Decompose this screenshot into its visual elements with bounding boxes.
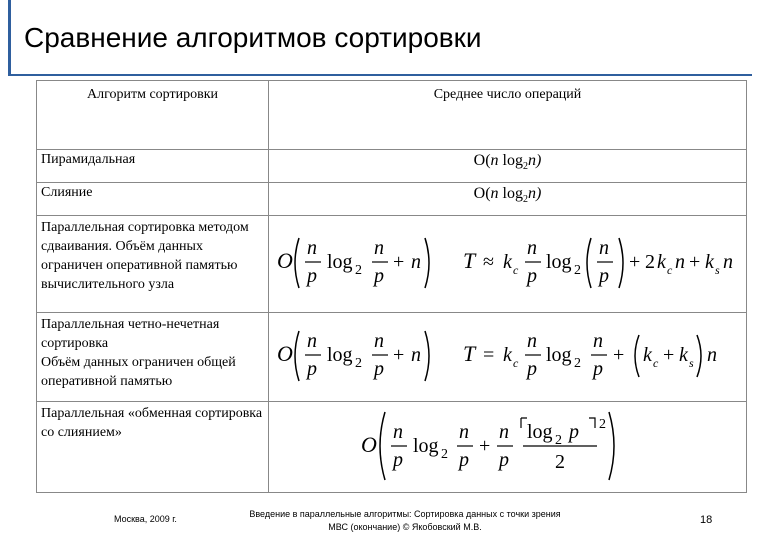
svg-text:n: n [723,251,733,273]
svg-text:=: = [483,344,495,366]
svg-text:p: p [527,358,537,380]
svg-text:n: n [527,237,537,259]
svg-text:2: 2 [645,251,655,273]
svg-text:p: p [599,265,609,287]
svg-text:2: 2 [355,263,362,278]
formula-odd-even [269,313,746,397]
svg-text:O: O [277,248,293,273]
svg-text:n: n [593,330,603,352]
svg-text:n: n [707,344,717,366]
svg-text:log: log [527,421,553,443]
svg-text:log: log [413,435,439,457]
svg-text:p: p [374,265,384,287]
svg-text:T: T [463,248,476,273]
svg-text:p: p [499,449,509,471]
header-operations: Среднее число операций [269,81,747,150]
svg-text:T: T [463,341,476,366]
svg-text:p: p [307,358,317,380]
svg-text:k: k [503,251,512,273]
svg-text:c: c [667,263,673,277]
svg-text:p: p [527,265,537,287]
algorithm-name-line2: Объём данных ограничен общей оперативной памятью [41,355,236,389]
complexity-formula [269,402,747,493]
svg-text:2: 2 [574,356,581,371]
comparison-table [36,80,747,493]
svg-text:+: + [479,435,491,457]
svg-text:2: 2 [574,263,581,278]
table-row [37,183,747,216]
svg-text:n: n [411,344,421,366]
svg-text:log: log [327,251,353,273]
svg-text:p: p [593,358,603,380]
svg-text:2: 2 [555,451,565,473]
svg-text:n: n [374,330,384,352]
algorithm-name [37,313,269,402]
svg-text:k: k [503,344,512,366]
svg-text:p: p [569,421,579,443]
svg-text:n: n [527,330,537,352]
svg-text:O: O [361,432,377,457]
svg-text:c: c [653,356,659,370]
algorithm-name-line1: Параллельная четно-нечетная сортировка [41,317,220,351]
formula-exchange-merge [269,402,746,488]
svg-text:k: k [705,251,714,273]
svg-text:log: log [327,344,353,366]
algorithm-name: Параллельная «обменная сортировка со слиянием» [37,402,269,493]
algorithm-name: Параллельная сортировка методом сдваивания. Объём данных ограничен оперативной памятью вычислительного узла [37,216,269,313]
svg-text:2: 2 [441,447,448,462]
table-header-row [37,81,747,150]
algorithm-name: Пирамидальная [37,150,269,183]
svg-text:c: c [513,356,519,370]
svg-text:p: p [393,449,403,471]
svg-text:p: p [374,358,384,380]
svg-text:+: + [393,344,405,366]
svg-text:2: 2 [355,356,362,371]
svg-text:2: 2 [555,433,562,448]
svg-text:n: n [599,237,609,259]
complexity-value: O(n $\log_2n$) [269,183,747,216]
svg-text:n: n [499,421,509,443]
svg-text:+: + [393,251,405,273]
svg-text:log: log [546,251,572,273]
svg-text:+: + [613,344,625,366]
svg-text:c: c [513,263,519,277]
accent-bar [8,0,11,76]
svg-text:n: n [307,237,317,259]
table-row [37,402,747,493]
svg-text:k: k [643,344,652,366]
table-row [37,216,747,313]
table-row [37,313,747,402]
svg-text:+: + [689,251,701,273]
svg-text:n: n [459,421,469,443]
svg-text:n: n [393,421,403,443]
svg-text:n: n [307,330,317,352]
svg-text:+: + [663,344,675,366]
complexity-value: O(n $\log_2n$) [269,150,747,183]
svg-text:log: log [546,344,572,366]
footer-course: Введение в параллельные алгоритмы: Сортировка данных с точки зрения МВС (окончание) © Якобовский М.В. [249,509,561,532]
svg-text:s: s [689,356,694,370]
formula-bitonic [269,216,746,308]
svg-text:k: k [679,344,688,366]
page-number: 18 [700,514,713,526]
complexity-formula [269,313,747,402]
svg-text:n: n [411,251,421,273]
svg-text:n: n [374,237,384,259]
algorithm-name: Слияние [37,183,269,216]
svg-text:s: s [715,263,720,277]
svg-text:≈: ≈ [483,251,494,273]
page-title: Сравнение алгоритмов сортировки [24,22,482,53]
svg-text:n: n [675,251,685,273]
table-row [37,150,747,183]
svg-text:k: k [657,251,666,273]
svg-text:+: + [629,251,641,273]
svg-text:2: 2 [599,417,606,432]
footer-location: Москва, 2009 г. [114,514,177,524]
header-algorithm: Алгоритм сортировки [37,81,269,150]
title-underline [8,74,752,76]
complexity-formula [269,216,747,313]
svg-text:p: p [459,449,469,471]
svg-text:O: O [277,341,293,366]
svg-text:p: p [307,265,317,287]
